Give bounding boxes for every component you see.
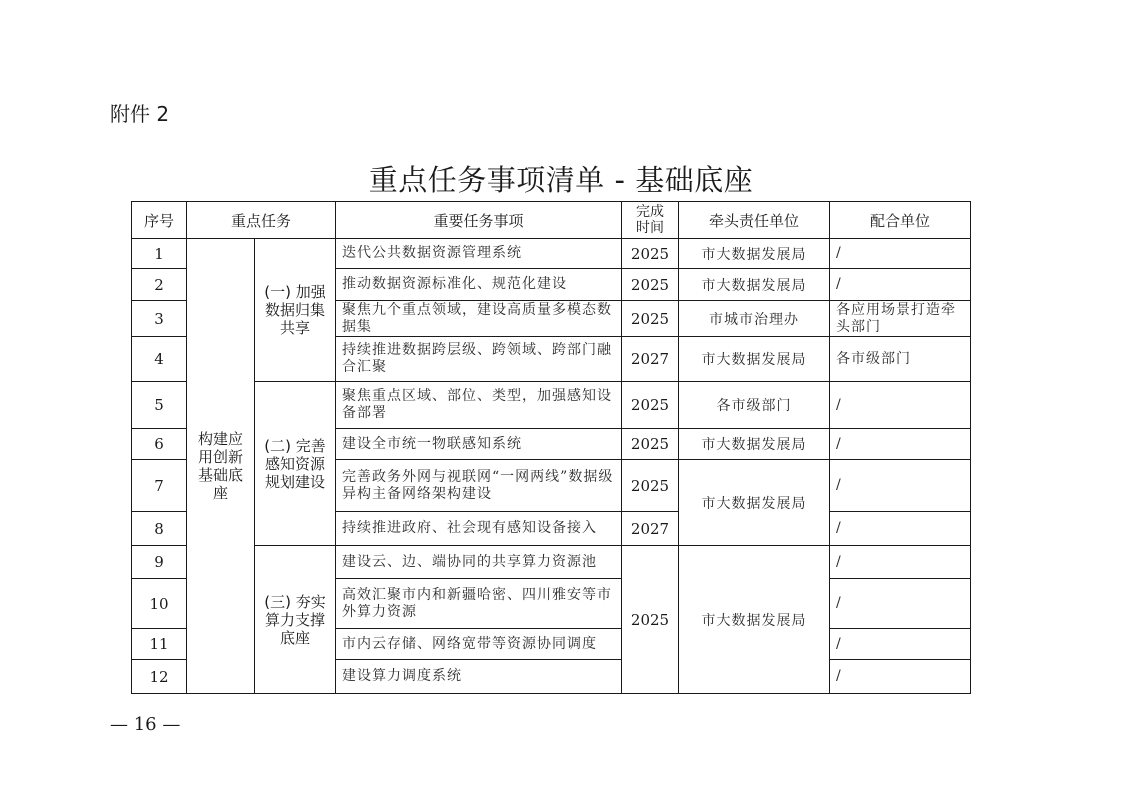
sub-task-cell: (三) 夯实算力支撑底座 [255,546,336,694]
year-cell: 2025 [622,546,679,694]
header-coop-unit: 配合单位 [830,202,971,239]
seq-cell: 5 [132,382,187,429]
lead-unit-cell: 市大数据发展局 [679,337,830,382]
header-completion-time: 完成 时间 [622,202,679,239]
seq-cell: 3 [132,301,187,337]
coop-unit-cell: / [830,512,971,546]
lead-unit-cell: 市大数据发展局 [679,429,830,460]
seq-cell: 1 [132,239,187,269]
seq-cell: 9 [132,546,187,579]
task-item-cell: 聚焦九个重点领域，建设高质量多模态数据集 [336,301,622,337]
coop-unit-cell: 各市级部门 [830,337,971,382]
year-cell: 2027 [622,337,679,382]
task-item-cell: 持续推进数据跨层级、跨领域、跨部门融合汇聚 [336,337,622,382]
task-item-cell: 建设云、边、端协同的共享算力资源池 [336,546,622,579]
task-item-cell: 市内云存储、网络宽带等资源协同调度 [336,629,622,660]
coop-unit-cell: / [830,382,971,429]
lead-unit-cell: 市大数据发展局 [679,239,830,269]
lead-unit-cell: 市大数据发展局 [679,546,830,694]
header-task-item: 重要任务事项 [336,202,622,239]
task-item-cell: 建设全市统一物联感知系统 [336,429,622,460]
page-number: — 16 — [110,714,181,735]
year-cell: 2025 [622,382,679,429]
header-seq: 序号 [132,202,187,239]
year-cell: 2027 [622,512,679,546]
header-key-task: 重点任务 [187,202,336,239]
task-item-cell: 持续推进政府、社会现有感知设备接入 [336,512,622,546]
year-cell: 2025 [622,429,679,460]
year-cell: 2025 [622,460,679,512]
coop-unit-cell: / [830,546,971,579]
coop-unit-cell: / [830,579,971,629]
table-row [132,382,971,429]
sub-task-cell: (一) 加强数据归集共享 [255,239,336,382]
task-item-cell: 完善政务外网与视联网“一网两线”数据级异构主备网络架构建设 [336,460,622,512]
task-item-cell: 建设算力调度系统 [336,660,622,694]
lead-unit-cell: 各市级部门 [679,382,830,429]
coop-unit-cell: / [830,239,971,269]
header-lead-unit: 牵头责任单位 [679,202,830,239]
table-row [132,546,971,579]
coop-unit-cell: / [830,629,971,660]
task-item-cell: 推动数据资源标准化、规范化建设 [336,269,622,301]
main-task-cell: 构建应用创新基础底座 [187,239,255,694]
coop-unit-cell: / [830,460,971,512]
coop-unit-cell: 各应用场景打造牵头部门 [830,301,971,337]
seq-cell: 4 [132,337,187,382]
coop-unit-cell: / [830,429,971,460]
seq-cell: 2 [132,269,187,301]
task-item-cell: 高效汇聚市内和新疆哈密、四川雅安等市外算力资源 [336,579,622,629]
task-item-cell: 迭代公共数据资源管理系统 [336,239,622,269]
coop-unit-cell: / [830,269,971,301]
task-item-cell: 聚焦重点区域、部位、类型，加强感知设备部署 [336,382,622,429]
task-table [131,201,971,694]
year-cell: 2025 [622,239,679,269]
seq-cell: 12 [132,660,187,694]
table-row [132,239,971,269]
sub-task-cell: (二) 完善感知资源规划建设 [255,382,336,546]
attachment-label: 附件 2 [110,102,170,126]
lead-unit-cell: 市大数据发展局 [679,269,830,301]
year-cell: 2025 [622,301,679,337]
year-cell: 2025 [622,269,679,301]
lead-unit-cell: 市大数据发展局 [679,460,830,546]
coop-unit-cell: / [830,660,971,694]
lead-unit-cell: 市城市治理办 [679,301,830,337]
seq-cell: 8 [132,512,187,546]
header-row [132,202,971,239]
document-title: 重点任务事项清单 - 基础底座 [368,163,754,197]
seq-cell: 6 [132,429,187,460]
seq-cell: 10 [132,579,187,629]
seq-cell: 7 [132,460,187,512]
seq-cell: 11 [132,629,187,660]
